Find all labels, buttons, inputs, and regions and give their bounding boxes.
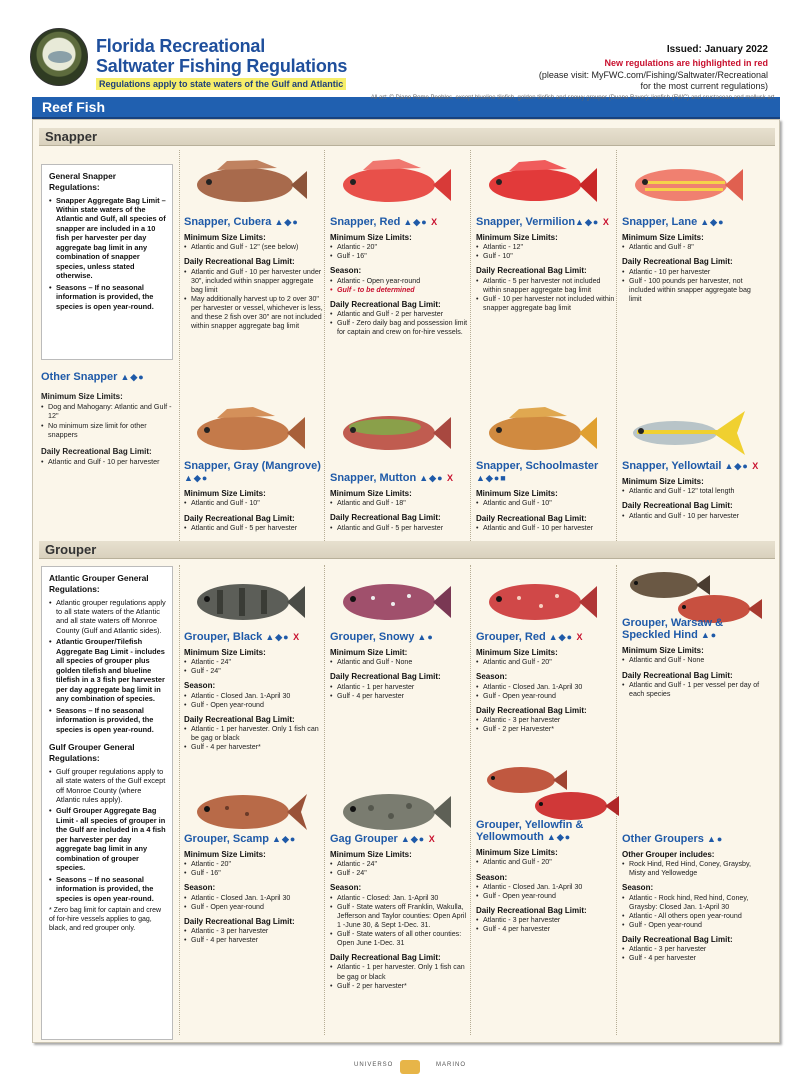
season-head: Season: bbox=[184, 681, 216, 691]
season-head: Season: bbox=[476, 872, 508, 882]
species-name: Snapper, Schoolmaster bbox=[476, 460, 599, 472]
min-size-item: • Atlantic and Gulf - 20" bbox=[476, 658, 616, 667]
card-other-groupers bbox=[622, 833, 762, 963]
min-size-item: • Atlantic and Gulf - 8" bbox=[622, 243, 762, 252]
bag-limit-item: • Atlantic - 5 per harvester not included within snapper aggregate bag limit bbox=[476, 277, 616, 295]
region-symbols: ▲◆● bbox=[548, 632, 574, 642]
season-item: • Atlantic - Open year-round bbox=[330, 277, 470, 286]
species-name: Grouper, Red bbox=[476, 631, 546, 643]
section-bar-label: Reef Fish bbox=[42, 99, 106, 115]
min-size-item: • Atlantic - 24" bbox=[330, 860, 470, 869]
card-snapper-cubera bbox=[184, 216, 324, 331]
closed-x-mark: X bbox=[447, 473, 455, 483]
bag-limit-head: Daily Recreational Bag Limit: bbox=[622, 501, 733, 511]
species-name: Grouper, Snowy bbox=[330, 631, 415, 643]
season-item: • Atlantic - Closed Jan. 1-April 30 bbox=[476, 683, 616, 692]
closed-x-mark: X bbox=[431, 217, 439, 227]
species-name: Other Groupers bbox=[622, 833, 704, 845]
bag-limit-item: • Atlantic - 1 per harvester bbox=[330, 683, 470, 692]
title-line-1: Florida Recreational bbox=[96, 36, 266, 56]
snapper-heading-text: Snapper bbox=[45, 129, 98, 144]
other-snapper-min-head: Minimum Size Limits: bbox=[41, 392, 123, 401]
bag-limit-item: • Atlantic - 3 per harvester bbox=[476, 916, 616, 925]
card-grouper-scamp bbox=[184, 833, 324, 945]
other-snapper-title bbox=[41, 371, 145, 383]
species-name: Grouper, Scamp bbox=[184, 833, 269, 845]
season-item: • Gulf - Open year-round bbox=[476, 892, 616, 901]
other-snapper-min-item: • No minimum size limit for other snappers bbox=[41, 421, 173, 439]
new-regulations-note: New regulations are highlighted in red bbox=[604, 58, 768, 68]
min-size-head: Minimum Size Limits: bbox=[330, 489, 412, 499]
season-item: • Gulf - State waters off Franklin, Wakulla, Jefferson and Taylor counties: Open April 1 -June 30, & Sept 1-Dec. 31. bbox=[330, 903, 470, 930]
bag-limit-item: • Gulf - Zero daily bag and possession limit for captain and crew on for-hire vessels. bbox=[330, 319, 470, 337]
fwc-seal-logo bbox=[30, 28, 88, 86]
scamp-grouper-illustration bbox=[187, 782, 307, 838]
min-size-item: • Atlantic and Gulf - None bbox=[622, 656, 762, 665]
region-symbols: ▲◆● bbox=[403, 217, 428, 227]
gulf-grouper-item: • Seasons – If no seasonal information is provided, the species is open year-round. bbox=[49, 875, 166, 903]
schoolmaster-snapper-illustration bbox=[479, 403, 599, 459]
visit-url-line-1: (please visit: MyFWC.com/Fishing/Saltwater/Recreational bbox=[538, 70, 768, 80]
card-snapper-lane bbox=[622, 216, 762, 304]
card-snapper-red bbox=[330, 216, 470, 337]
season-item-new: • Gulf - to be determined bbox=[330, 286, 470, 295]
gray-snapper-illustration bbox=[187, 403, 307, 459]
min-size-head: Minimum Size Limits: bbox=[184, 850, 266, 860]
min-size-item: • Gulf - 10" bbox=[476, 252, 616, 261]
snapper-heading bbox=[39, 128, 775, 146]
min-size-item: • Atlantic and Gulf - 18" bbox=[330, 499, 470, 508]
other-snapper-min-item: • Dog and Mahogany: Atlantic and Gulf - 12" bbox=[41, 402, 173, 420]
season-head: Season: bbox=[476, 672, 508, 682]
general-snapper-item: • Snapper Aggregate Bag Limit – Within state waters of the Atlantic and Gulf, all species of snapper are included in a 10 fish per harvester per day aggregate bag limit in any combination of snapper species, unless stated otherwise. bbox=[49, 196, 166, 281]
min-size-head: Minimum Size Limits: bbox=[184, 233, 266, 243]
art-credit: All art: © Diane Rome Peebles, except blueline tilefish, golden tilefish and snowy grouper (Duane Raver); lionfish (FWC) and crustacean and mollusk art. bbox=[370, 95, 776, 101]
bag-limit-head: Daily Recreational Bag Limit: bbox=[476, 705, 587, 715]
card-snapper-vermilion bbox=[476, 216, 616, 313]
region-symbols: ▲◆● bbox=[700, 217, 725, 227]
season-item: • Gulf - Open year-round bbox=[622, 921, 762, 930]
season-item: • Gulf - Open year-round bbox=[184, 701, 324, 710]
min-size-item: • Atlantic and Gulf - 20" bbox=[476, 858, 616, 867]
black-grouper-illustration bbox=[187, 572, 307, 628]
min-size-item: • Gulf - 24" bbox=[184, 667, 324, 676]
bag-limit-item: • Atlantic and Gulf - 2 per harvester bbox=[330, 310, 470, 319]
includes-head: Other Grouper includes: bbox=[622, 850, 715, 860]
species-name: Snapper, Gray (Mangrove) bbox=[184, 460, 321, 472]
min-size-head: Minimum Size Limits: bbox=[184, 648, 266, 658]
card-snapper-schoolmaster bbox=[476, 460, 616, 533]
bag-limit-item: • Gulf - 4 per harvester bbox=[330, 692, 470, 701]
region-symbols: ▲◆●■ bbox=[476, 473, 507, 484]
bag-limit-head: Daily Recreational Bag Limit: bbox=[330, 672, 441, 682]
grouper-heading-text: Grouper bbox=[45, 542, 97, 557]
card-grouper-red bbox=[476, 631, 616, 734]
gulf-grouper-item: • Gulf grouper regulations apply to all state waters of the Gulf except off Monroe County (where Atlantic rules apply). bbox=[49, 767, 166, 805]
region-symbols: ▲● bbox=[706, 834, 724, 844]
snowy-grouper-illustration bbox=[333, 572, 453, 628]
bag-limit-item: • Gulf - 4 per harvester* bbox=[184, 743, 324, 752]
min-size-head: Minimum Size Limit: bbox=[330, 648, 408, 658]
bag-limit-item: • Gulf - 2 per harvester* bbox=[330, 982, 470, 991]
other-snapper-body bbox=[41, 388, 173, 467]
min-size-item: • Atlantic - 20" bbox=[184, 860, 324, 869]
divider bbox=[470, 150, 471, 545]
season-item: • Gulf - State waters of all other counties: Open June 1-Dec. 31 bbox=[330, 930, 470, 948]
page-header bbox=[0, 0, 812, 100]
min-size-item: • Atlantic - 20" bbox=[330, 243, 470, 252]
region-symbols: ▲◆● bbox=[575, 217, 600, 227]
species-name: Snapper, Red bbox=[330, 216, 401, 228]
min-size-item: • Gulf - 24" bbox=[330, 869, 470, 878]
season-item: • Atlantic - All others open year-round bbox=[622, 912, 762, 921]
bag-limit-item: • Atlantic and Gulf - 5 per harvester bbox=[330, 524, 470, 533]
bag-limit-item: • Atlantic - 3 per harvester bbox=[476, 716, 616, 725]
atlantic-grouper-item: • Seasons – If no seasonal information is provided, the species is open year-round. bbox=[49, 706, 166, 734]
content-panel bbox=[32, 119, 780, 1043]
grouper-heading bbox=[39, 541, 775, 559]
subtitle-highlight: Regulations apply to state waters of the Gulf and Atlantic bbox=[96, 78, 346, 90]
includes-item: • Rock Hind, Red Hind, Coney, Graysby, Misty and Yellowedge bbox=[622, 860, 762, 878]
min-size-item: • Atlantic - 12" bbox=[476, 243, 616, 252]
species-name: Snapper, Cubera bbox=[184, 216, 272, 228]
bag-limit-head: Daily Recreational Bag Limit: bbox=[622, 670, 733, 680]
min-size-head: Minimum Size Limits: bbox=[330, 233, 412, 243]
bag-limit-item: • Gulf - 4 per harvester bbox=[184, 936, 324, 945]
region-symbols: ▲◆● bbox=[184, 473, 209, 484]
bag-limit-head: Daily Recreational Bag Limit: bbox=[184, 714, 295, 724]
vermilion-snapper-illustration bbox=[479, 155, 599, 211]
season-item: • Atlantic - Rock hind, Red hind, Coney, Graysby: Closed Jan. 1-April 30 bbox=[622, 894, 762, 912]
species-name: Snapper, Lane bbox=[622, 216, 698, 228]
red-grouper-illustration bbox=[479, 572, 599, 628]
gulf-grouper-item: • Gulf Grouper Aggregate Bag Limit - all species of grouper in the Gulf are included in a 4 fish per harvester per day aggregate bag limit in any combination of grouper species. bbox=[49, 806, 166, 872]
bag-limit-item: • Atlantic and Gulf - 10 per harvester bbox=[622, 512, 762, 521]
bag-limit-head: Daily Recreational Bag Limit: bbox=[330, 299, 441, 309]
grouper-general-regulations bbox=[41, 566, 173, 1040]
region-symbols: ▲◆● bbox=[274, 217, 299, 227]
bag-limit-item: • Gulf - 100 pounds per harvester, not included within snapper aggregate bag limit bbox=[622, 277, 762, 304]
divider bbox=[616, 150, 617, 545]
min-size-head: Minimum Size Limits: bbox=[476, 233, 558, 243]
bag-limit-item: • Atlantic - 10 per harvester bbox=[622, 268, 762, 277]
species-name: Gag Grouper bbox=[330, 833, 398, 845]
footer-watermark bbox=[350, 1060, 470, 1074]
region-symbols: ▲◆● bbox=[265, 632, 290, 642]
card-snapper-yellowtail bbox=[622, 460, 762, 521]
bag-limit-item: • Gulf - 10 per harvester not included within snapper aggregate bag limit bbox=[476, 295, 616, 313]
season-head: Season: bbox=[184, 883, 216, 893]
species-name: Grouper, Warsaw & Speckled Hind bbox=[622, 617, 724, 642]
season-item: • Atlantic - Closed Jan. 1-April 30 bbox=[184, 894, 324, 903]
bag-limit-item: • Gulf - 4 per harvester bbox=[622, 954, 762, 963]
min-size-head: Minimum Size Limits: bbox=[622, 477, 704, 487]
min-size-head: Minimum Size Limits: bbox=[622, 646, 704, 656]
bag-limit-head: Daily Recreational Bag Limit: bbox=[330, 513, 441, 523]
general-snapper-regulations bbox=[41, 164, 173, 360]
bag-limit-head: Daily Recreational Bag Limit: bbox=[184, 257, 295, 267]
issued-date: Issued: January 2022 bbox=[666, 44, 768, 55]
bag-limit-item: • May additionally harvest up to 2 over 30" per harvester or vessel, whichever is less, and these 2 fish over 30" are not included within snapper aggregate bag limit bbox=[184, 295, 324, 331]
season-head: Season: bbox=[330, 266, 362, 276]
bag-limit-item: • Atlantic and Gulf - 10 per harvester bbox=[476, 524, 616, 533]
min-size-item: • Gulf - 16" bbox=[184, 869, 324, 878]
card-grouper-warsaw-speckled-hind bbox=[622, 617, 762, 699]
atlantic-grouper-title: Atlantic Grouper General Regulations: bbox=[49, 573, 149, 594]
min-size-head: Minimum Size Limits: bbox=[622, 233, 704, 243]
grouper-footnote: * Zero bag limit for captain and crew of for-hire vessels applies to gag, black, and red grouper only. bbox=[49, 907, 162, 933]
general-snapper-item: • Seasons – If no seasonal information is provided, the species is open year-round. bbox=[49, 283, 166, 311]
min-size-item: • Atlantic - 24" bbox=[184, 658, 324, 667]
season-item: • Gulf - Open year-round bbox=[184, 903, 324, 912]
bag-limit-head: Daily Recreational Bag Limit: bbox=[476, 266, 587, 276]
universo-marino-logo bbox=[400, 1060, 420, 1074]
bag-limit-head: Daily Recreational Bag Limit: bbox=[184, 916, 295, 926]
region-symbols: ▲◆● bbox=[419, 473, 444, 483]
bag-limit-item: • Atlantic and Gulf - 10 per harvester under 30", included within snapper aggregate bag limit bbox=[184, 268, 324, 295]
bag-limit-item: • Atlantic and Gulf - 1 per vessel per day of each species bbox=[622, 681, 762, 699]
min-size-head: Minimum Size Limits: bbox=[476, 648, 558, 658]
footer-right-text: MARINO bbox=[436, 1062, 466, 1068]
title-line-2: Saltwater Fishing Regulations bbox=[96, 56, 348, 76]
min-size-item: • Atlantic and Gulf - 12" total length bbox=[622, 487, 762, 496]
season-item: • Atlantic - Closed Jan. 1-April 30 bbox=[476, 883, 616, 892]
region-symbols: ▲● bbox=[417, 632, 434, 642]
min-size-head: Minimum Size Limits: bbox=[184, 489, 266, 499]
gulf-grouper-title: Gulf Grouper General Regulations: bbox=[49, 742, 135, 763]
region-symbols: ▲◆● bbox=[724, 461, 749, 471]
divider bbox=[324, 150, 325, 545]
min-size-head: Minimum Size Limits: bbox=[476, 848, 558, 858]
closed-x-mark: X bbox=[428, 834, 436, 844]
bag-limit-head: Daily Recreational Bag Limit: bbox=[476, 905, 587, 915]
closed-x-mark: X bbox=[752, 461, 760, 471]
bag-limit-item: • Atlantic - 3 per harvester bbox=[184, 927, 324, 936]
species-name: Snapper, Vermilion bbox=[476, 216, 576, 228]
other-snapper-bag-head: Daily Recreational Bag Limit: bbox=[41, 447, 152, 457]
season-head: Season: bbox=[622, 883, 654, 893]
card-grouper-snowy bbox=[330, 631, 470, 701]
visit-url-line-2: for the most current regulations) bbox=[640, 81, 768, 91]
gag-grouper-illustration bbox=[333, 782, 453, 838]
min-size-item: • Atlantic and Gulf - 12" (see below) bbox=[184, 243, 324, 252]
bag-limit-head: Daily Recreational Bag Limit: bbox=[184, 513, 295, 523]
mutton-snapper-illustration bbox=[333, 403, 453, 459]
season-item: • Atlantic - Closed Jan. 1-April 30 bbox=[184, 692, 324, 701]
card-grouper-yellowfin-yellowmouth bbox=[476, 819, 616, 934]
bag-limit-item: • Atlantic - 1 per harvester. Only 1 fish can be gag or black bbox=[184, 725, 324, 743]
general-snapper-title: General Snapper Regulations: bbox=[49, 171, 117, 192]
min-size-head: Minimum Size Limits: bbox=[330, 850, 412, 860]
min-size-head: Minimum Size Limits: bbox=[476, 489, 558, 499]
species-name: Snapper, Mutton bbox=[330, 472, 417, 484]
card-snapper-gray bbox=[184, 460, 324, 533]
other-snapper-symbols: ▲◆● bbox=[120, 372, 145, 382]
card-grouper-black bbox=[184, 631, 324, 752]
region-symbols: ▲◆● bbox=[546, 832, 572, 843]
bag-limit-item: • Gulf - 4 per harvester bbox=[476, 925, 616, 934]
season-item: • Gulf - Open year-round bbox=[476, 692, 616, 701]
min-size-item: • Atlantic and Gulf - 10" bbox=[184, 499, 324, 508]
other-snapper-title-text: Other Snapper bbox=[41, 371, 118, 383]
red-snapper-illustration bbox=[333, 155, 453, 211]
bag-limit-item: • Atlantic - 1 per harvester. Only 1 fish can be gag or black bbox=[330, 963, 470, 981]
bag-limit-item: • Gulf - 2 per Harvester* bbox=[476, 725, 616, 734]
bag-limit-head: Daily Recreational Bag Limit: bbox=[476, 513, 587, 523]
season-head: Season: bbox=[330, 883, 362, 893]
region-symbols: ▲◆● bbox=[272, 834, 297, 844]
bag-limit-item: • Atlantic and Gulf - 5 per harvester bbox=[184, 524, 324, 533]
atlantic-grouper-item: • Atlantic grouper regulations apply to all state waters of the Atlantic and all state waters off Monroe County (Gulf and Atlantic sides). bbox=[49, 598, 166, 636]
region-symbols: ▲◆● bbox=[400, 834, 426, 844]
closed-x-mark: X bbox=[293, 632, 301, 642]
species-name: Snapper, Yellowtail bbox=[622, 460, 722, 472]
divider bbox=[324, 565, 325, 1035]
footer-left-text: UNIVERSO bbox=[354, 1062, 394, 1068]
bag-limit-head: Daily Recreational Bag Limit: bbox=[330, 953, 441, 963]
season-item: • Atlantic - Closed: Jan. 1-April 30 bbox=[330, 894, 470, 903]
atlantic-grouper-item: • Atlantic Grouper/Tilefish Aggregate Bag Limit - includes all species of grouper plus golden tilefish and blueline tilefish in a 3 fish per harvester per day aggregate bag limit in any combination of species. bbox=[49, 637, 166, 703]
yellowtail-snapper-illustration bbox=[625, 403, 745, 459]
closed-x-mark: X bbox=[576, 632, 584, 642]
cubera-snapper-illustration bbox=[187, 155, 307, 211]
divider bbox=[470, 565, 471, 1035]
species-name: Grouper, Yellowfin & Yellowmouth bbox=[476, 819, 584, 844]
card-snapper-mutton bbox=[330, 472, 470, 533]
region-symbols: ▲● bbox=[700, 630, 718, 641]
species-name: Grouper, Black bbox=[184, 631, 263, 643]
card-grouper-gag bbox=[330, 833, 470, 991]
min-size-item: • Atlantic and Gulf - 10" bbox=[476, 499, 616, 508]
min-size-item: • Gulf - 16" bbox=[330, 252, 470, 261]
min-size-item: • Atlantic and Gulf - None bbox=[330, 658, 470, 667]
divider bbox=[179, 150, 180, 545]
other-snapper-bag-item: • Atlantic and Gulf - 10 per harvester bbox=[41, 457, 173, 466]
closed-x-mark: X bbox=[602, 217, 610, 227]
bag-limit-head: Daily Recreational Bag Limit: bbox=[622, 257, 733, 267]
bag-limit-head: Daily Recreational Bag Limit: bbox=[622, 935, 733, 945]
bag-limit-item: • Atlantic - 3 per harvester bbox=[622, 945, 762, 954]
lane-snapper-illustration bbox=[625, 155, 745, 211]
divider bbox=[179, 565, 180, 1035]
